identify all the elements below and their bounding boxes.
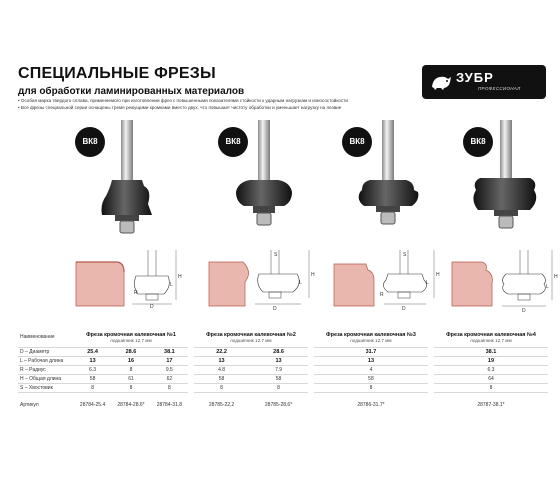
dim-label-l: L [170, 282, 173, 288]
table-cell: 28784-31.8 [156, 402, 183, 409]
table-cell: 28785-22.2 [208, 402, 235, 409]
table-cell: 31.7 [314, 347, 428, 356]
row-label: H – Общая длина [18, 374, 74, 383]
logo-tagline: ПРОФЕССИОНАЛ [478, 86, 521, 91]
profile-drawing-2 [205, 250, 325, 318]
table-row-radius [18, 365, 548, 374]
dim-label-r: R [134, 290, 138, 296]
product-name: Фреза кромочная калевочная №4 [446, 331, 536, 338]
product-header [74, 328, 188, 347]
product-header [434, 328, 548, 347]
table-cell: 58 [194, 374, 249, 383]
logo-brand: ЗУБР [456, 70, 494, 85]
table-cell: 61 [111, 374, 151, 383]
dim-label-d: D [402, 306, 406, 312]
profile-drawing-3 [330, 250, 450, 318]
dim-label-l: L [426, 280, 429, 286]
profile-drawing-1 [72, 250, 192, 318]
feature-item: • Особая марка твердого сплава, применяемого при изготовлении фрез с повышенными показателями стойкости к ударным нагрузкам и износостойкости [18, 98, 348, 103]
table-cell: 8 [194, 383, 249, 392]
dim-label-s: S [403, 252, 407, 258]
dim-label-h: H [178, 274, 182, 280]
table-cell: 16 [111, 356, 151, 365]
column-header-name: Наименование [18, 328, 74, 347]
table-cell: 17 [151, 356, 188, 365]
dim-label-h: H [436, 272, 440, 278]
table-cell: 13 [74, 356, 111, 365]
page-title: СПЕЦИАЛЬНЫЕ ФРЕЗЫ [18, 65, 216, 82]
row-label: Артикул [20, 402, 39, 409]
material-badge: ВК8 [463, 127, 493, 157]
feature-text: Все фрезы специальной серии оснащены тремя режущими кромками вместо двух, что повышает чистоту обработки и уменьшает нагрузку на лезвие [20, 105, 342, 110]
table-cell: 62 [151, 374, 188, 383]
table-row-article [18, 392, 548, 418]
table-cell: 58 [249, 374, 308, 383]
table-cell: 8 [151, 383, 188, 392]
table-cell: 7.9 [249, 365, 308, 374]
table-cell: 6.3 [74, 365, 111, 374]
row-label: S – Хвостовик [18, 383, 74, 392]
table-row-total-length [18, 374, 548, 383]
table-row-length [18, 356, 548, 365]
table-cell: 13 [314, 356, 428, 365]
table-cell: 25.4 [74, 347, 111, 356]
table-cell: 58 [314, 374, 428, 383]
row-label: R – Радиус [18, 365, 74, 374]
dim-label-d: D [273, 306, 277, 312]
material-badge: ВК8 [218, 127, 248, 157]
dim-label-s: S [274, 252, 278, 258]
zubr-bison-icon [430, 73, 452, 91]
page-subtitle: для обработки ламинированных материалов [18, 86, 245, 97]
table-cell: 64 [434, 374, 548, 383]
table-row-shank [18, 383, 548, 392]
table-cell: 28787-38.1* [477, 402, 505, 409]
material-badge: ВК8 [75, 127, 105, 157]
product-bearing: подшипник 12.7 мм [110, 337, 152, 343]
table-cell: 6.3 [434, 365, 548, 374]
table-cell: 8 [314, 383, 428, 392]
table-cell: 8 [111, 383, 151, 392]
table-cell: 58 [74, 374, 111, 383]
table-cell: 28.6 [249, 347, 308, 356]
table-cell: 28785-28.6* [264, 402, 293, 409]
row-label: D – Диаметр [18, 347, 74, 356]
dim-label-l: L [299, 280, 302, 286]
table-cell: 13 [194, 356, 249, 365]
table-cell: 13 [249, 356, 308, 365]
feature-item: • Все фрезы специальной серии оснащены тремя режущими кромками вместо двух, что повышает чистоту обработки и уменьшает нагрузку на лезвие [18, 105, 342, 110]
table-cell: 8 [249, 383, 308, 392]
product-header [194, 328, 308, 347]
profile-drawing-4 [448, 250, 560, 318]
dim-label-l: L [546, 284, 549, 290]
product-name: Фреза кромочная калевочная №1 [86, 331, 176, 338]
table-cell: 28784-28.6* [117, 402, 145, 409]
table-cell: 8 [74, 383, 111, 392]
table-cell: 8 [434, 383, 548, 392]
table-cell: 4.8 [194, 365, 249, 374]
feature-list [18, 97, 418, 111]
dim-label-r: R [380, 292, 384, 298]
specs-table [18, 328, 548, 418]
row-label: L – Рабочая длина [18, 356, 74, 365]
product-bearing: подшипник 12.7 мм [350, 337, 392, 343]
table-cell: 38.1 [434, 347, 548, 356]
product-name: Фреза кромочная калевочная №3 [326, 331, 416, 338]
table-cell: 19 [434, 356, 548, 365]
table-cell: 4 [314, 365, 428, 374]
product-bearing: подшипник 12.7 мм [230, 337, 272, 343]
table-cell: 38.1 [151, 347, 188, 356]
material-badge: ВК8 [342, 127, 372, 157]
product-header [314, 328, 428, 347]
table-cell: 28784-25.4 [79, 402, 106, 409]
zubr-logo [422, 65, 546, 99]
table-cell: 28.6 [111, 347, 151, 356]
dim-label-h: H [311, 272, 315, 278]
table-header-row [18, 328, 548, 347]
dim-label-d: D [150, 304, 154, 310]
dim-label-d: D [522, 308, 526, 314]
feature-text: Особая марка твердого сплава, применяемого при изготовлении фрез с повышенными показателями стойкости к ударным нагрузкам и износостойкости [20, 98, 348, 103]
table-cell: 28786-31.7* [357, 402, 385, 409]
table-row-diameter [18, 347, 548, 356]
dim-label-h: H [554, 274, 558, 280]
table-cell: 22.2 [194, 347, 249, 356]
table-cell: 9.5 [151, 365, 188, 374]
product-bearing: подшипник 12.7 мм [470, 337, 512, 343]
product-name: Фреза кромочная калевочная №2 [206, 331, 296, 338]
table-cell: 8 [111, 365, 151, 374]
